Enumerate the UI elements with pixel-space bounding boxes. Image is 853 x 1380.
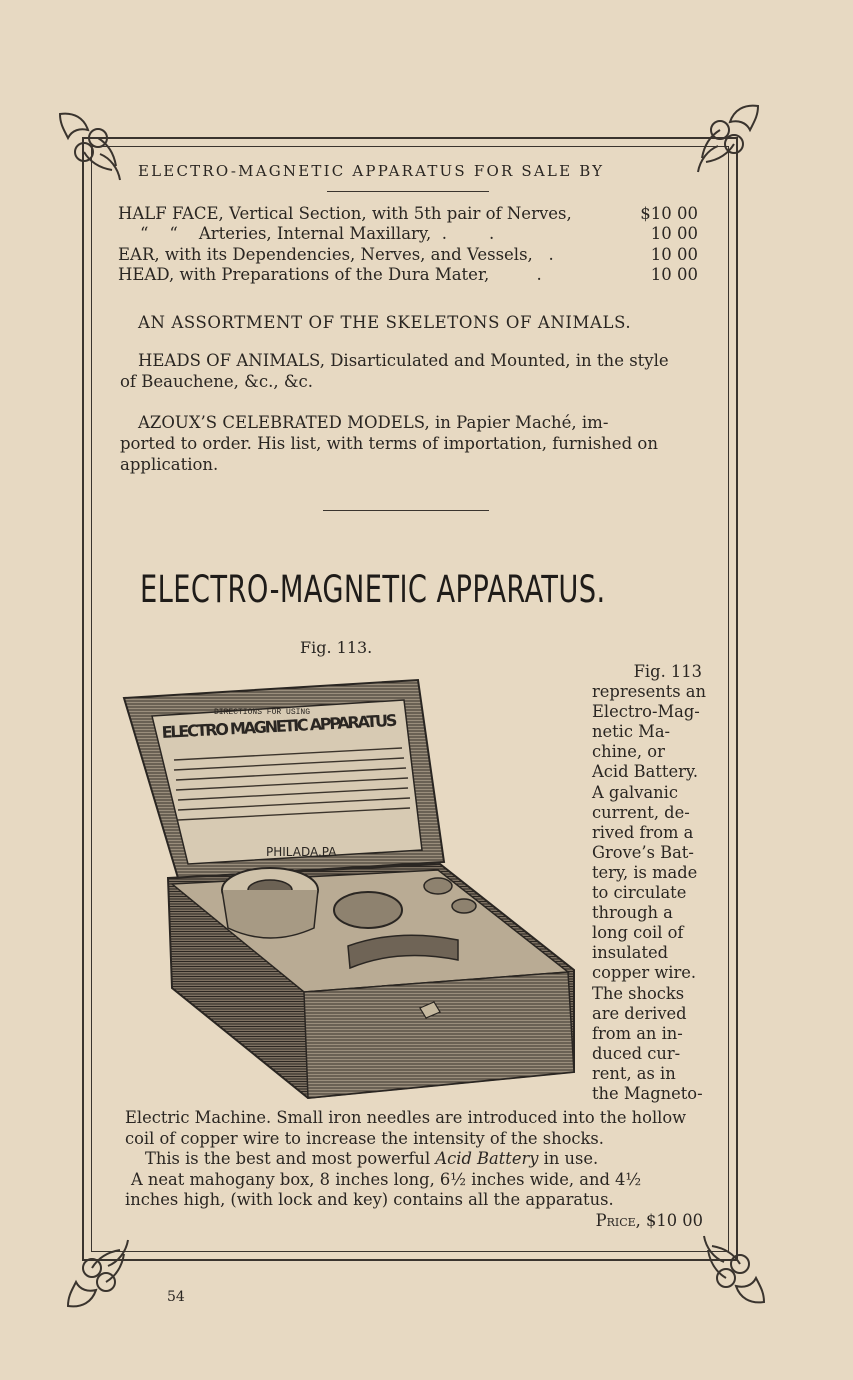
price-row	[118, 265, 698, 285]
para-line: of Beauchene, &c., &c.	[120, 372, 313, 391]
fleur-de-lis-ornament-icon	[54, 108, 134, 188]
side-line: rent, as in	[592, 1063, 676, 1083]
price-row	[118, 224, 698, 244]
fleur-de-lis-ornament-icon	[690, 1228, 770, 1308]
body-line: inches high, (with lock and key) contains all the apparatus.	[125, 1190, 614, 1209]
para-line: HEADS OF ANIMALS, Disarticulated and Mounted, in the style	[138, 351, 669, 370]
side-line: current, de-	[592, 802, 690, 822]
side-line: insulated	[592, 943, 669, 963]
assortment-line: AN ASSORTMENT OF THE SKELETONS OF ANIMALS.	[138, 313, 632, 332]
running-header: ELECTRO-MAGNETIC APPARATUS FOR SALE BY	[138, 162, 605, 180]
price-row-price: 10 00	[650, 245, 698, 264]
side-line: through a	[592, 903, 673, 923]
price-label: Price,	[595, 1210, 641, 1230]
body-text: This is the best and most powerful	[145, 1149, 436, 1168]
label-city: PHILADA.PA	[266, 845, 337, 859]
label-apparatus: ELECTRO MAGNETIC APPARATUS	[161, 710, 398, 742]
price-value: $10 00	[646, 1210, 703, 1230]
para-line: ported to order. His list, with terms of importation, furnished on	[120, 434, 658, 453]
heads-paragraph	[120, 350, 698, 392]
label-directions: DIRECTIONS FOR USING	[214, 708, 311, 717]
side-line: The shocks	[592, 983, 685, 1003]
page-number: 54	[167, 1289, 185, 1305]
section-title: ELECTRO-MAGNETIC APPARATUS.	[140, 568, 606, 611]
side-line: from an in-	[592, 1023, 683, 1043]
para-line: AZOUX’S CELEBRATED MODELS, in Papier Maché, im-	[138, 413, 609, 432]
body-text: in use.	[538, 1149, 599, 1168]
section-rule	[323, 510, 489, 511]
price-row-price: $10 00	[640, 204, 698, 223]
price-row	[118, 245, 698, 265]
figure-caption: Fig. 113.	[300, 638, 373, 657]
side-line: Acid Battery.	[592, 762, 699, 782]
body-line: A neat mahogany box, 8 inches long, 6½ inches wide, and 4½	[131, 1169, 642, 1189]
price-row	[118, 204, 698, 224]
figure-side-text	[592, 662, 707, 1104]
azoux-paragraph	[120, 412, 698, 475]
side-line: long coil of	[592, 923, 684, 943]
body-line	[125, 1149, 703, 1170]
fleur-de-lis-ornament-icon	[62, 1232, 142, 1312]
side-line: copper wire.	[592, 963, 697, 983]
side-line: tery, is made	[592, 862, 698, 882]
side-line: the Magneto-	[592, 1083, 703, 1103]
side-line: are derived	[592, 1003, 687, 1023]
para-line: application.	[120, 455, 219, 474]
side-line: to circulate	[592, 883, 687, 903]
header-rule	[327, 191, 489, 192]
price-row-item: HEAD, with Preparations of the Dura Mater, .	[118, 265, 542, 284]
price-row-item: “ “ Arteries, Internal Maxillary, . .	[140, 224, 495, 243]
side-line: chine, or	[592, 742, 665, 762]
body-line: coil of copper wire to increase the intensity of the shocks.	[125, 1128, 604, 1148]
side-line: Fig. 113	[633, 662, 702, 681]
apparatus-illustration	[118, 678, 578, 1106]
price-line	[125, 1211, 703, 1232]
price-row-item: HALF FACE, Vertical Section, with 5th pair of Nerves,	[118, 204, 572, 223]
side-line: A galvanic	[592, 782, 678, 802]
italic-term: Acid Battery	[435, 1149, 539, 1168]
side-line: Grove’s Bat-	[592, 842, 694, 862]
side-line: duced cur-	[592, 1043, 681, 1063]
side-line: netic Ma-	[592, 722, 671, 742]
side-line: rived from a	[592, 822, 694, 842]
price-row-price: 10 00	[650, 265, 698, 284]
description-text	[125, 1108, 703, 1231]
price-row-price: 10 00	[650, 224, 698, 243]
price-row-item: EAR, with its Dependencies, Nerves, and Vessels, .	[118, 245, 554, 264]
side-line: Electro-Mag-	[592, 702, 700, 722]
side-line: represents an	[592, 682, 707, 702]
body-line: Electric Machine. Small iron needles are introduced into the hollow	[125, 1108, 687, 1127]
